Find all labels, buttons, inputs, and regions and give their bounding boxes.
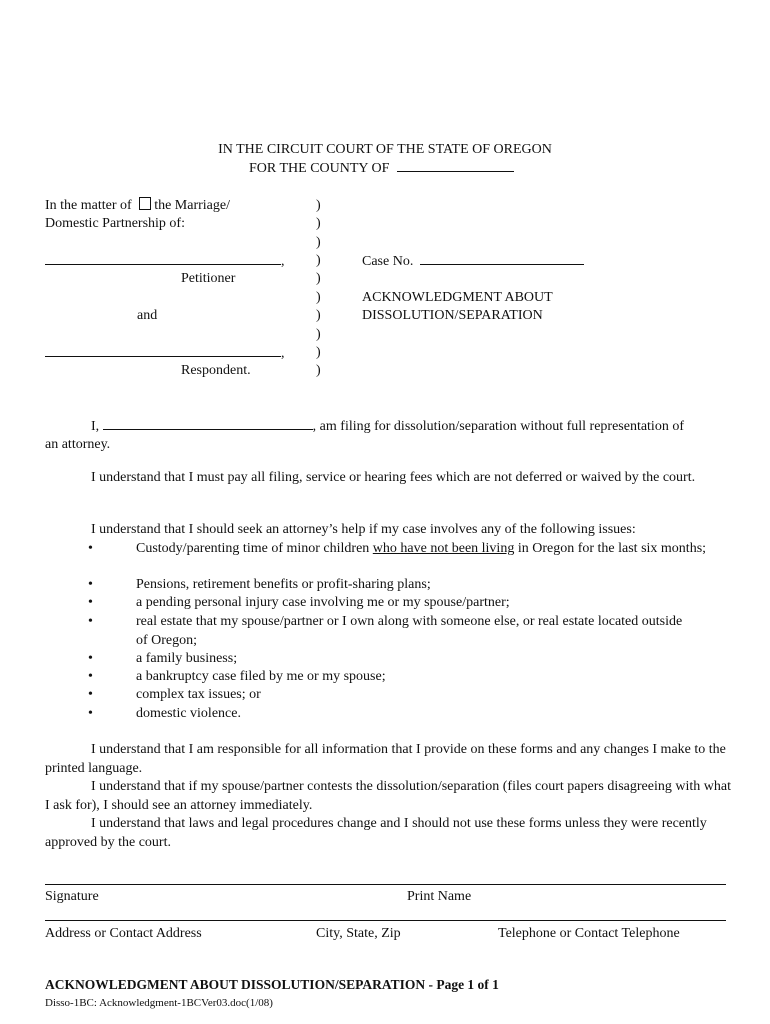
respondent-line: [45, 344, 285, 363]
filing-suffix: , am filing for dissolution/separation without full representation of: [312, 419, 684, 434]
bullet-bankruptcy: a bankruptcy case filed by me or my spouse;: [136, 669, 386, 684]
bullet-symbol: •: [88, 687, 93, 702]
matter-line: [45, 197, 230, 215]
bullet-family-business: a family business;: [136, 651, 238, 666]
contest-paragraph: I understand that if my spouse/partner contests the dissolution/separation (files court papers disagreeing with what I ask for), I should see an attorney immediately.: [45, 779, 731, 813]
seek-attorney-paragraph: I understand that I should seek an attorney’s help if my case involves any of the following issues:: [91, 522, 636, 537]
responsibility-paragraph: I understand that I am responsible for all information that I provide on these forms and any changes I make to the printed language.: [45, 742, 726, 776]
address-line[interactable]: [45, 920, 726, 921]
bullet-custody-pre: Custody/parenting time of minor children: [136, 541, 373, 556]
caption-paren: ): [316, 363, 321, 378]
document-title-line2: DISSOLUTION/SEPARATION: [362, 308, 543, 323]
bullet-symbol: •: [88, 706, 93, 721]
petitioner-line: [45, 252, 285, 271]
bullet-symbol: •: [88, 595, 93, 610]
caption-paren: ): [316, 235, 321, 250]
petitioner-comma: ,: [281, 254, 285, 269]
address-label: Address or Contact Address: [45, 926, 202, 941]
petitioner-name-blank[interactable]: [45, 252, 281, 265]
caption-paren: ): [316, 345, 321, 360]
bullet-injury-case: a pending personal injury case involving me or my spouse/partner;: [136, 595, 510, 610]
bullet-real-estate: real estate that my spouse/partner or I own along with someone else, or real estate located outside of Oregon;: [136, 614, 683, 648]
caption-paren: ): [316, 198, 321, 213]
telephone-label: Telephone or Contact Telephone: [498, 926, 680, 941]
court-header-line1: IN THE CIRCUIT COURT OF THE STATE OF OREGON: [218, 142, 552, 157]
caption-paren: ): [316, 216, 321, 231]
filing-statement: [91, 417, 684, 436]
caption-paren: ): [316, 327, 321, 342]
bullet-tax: complex tax issues; or: [136, 687, 261, 702]
caption-paren: ): [316, 308, 321, 323]
matter-prefix: In the matter of: [45, 198, 132, 213]
filer-name-blank[interactable]: [103, 417, 313, 430]
footer-doc-id: Disso-1BC: Acknowledgment-1BCVer03.doc(1/08): [45, 997, 273, 1009]
respondent-label: Respondent.: [181, 363, 251, 378]
laws-paragraph: I understand that laws and legal procedures change and I should not use these forms unless they were recently approved by the court.: [45, 816, 707, 850]
bullet-custody-underlined: who have not been living: [372, 541, 515, 556]
county-blank[interactable]: [397, 159, 514, 172]
respondent-comma: ,: [281, 346, 285, 361]
caption-paren: ): [316, 290, 321, 305]
case-number-label: Case No.: [362, 254, 414, 269]
bullet-pensions: Pensions, retirement benefits or profit-sharing plans;: [136, 577, 431, 592]
case-number-blank[interactable]: [420, 252, 584, 265]
matter-suffix: the Marriage/: [154, 198, 230, 213]
marriage-checkbox[interactable]: [139, 197, 151, 210]
city-state-zip-label: City, State, Zip: [316, 926, 401, 941]
bullet-custody-post: in Oregon for the last six months;: [514, 541, 707, 556]
county-line: [249, 159, 514, 178]
county-label: FOR THE COUNTY OF: [249, 161, 390, 176]
bullet-symbol: •: [88, 614, 93, 629]
signature-line[interactable]: [45, 884, 726, 885]
bullet-symbol: •: [88, 541, 93, 556]
fees-paragraph: I understand that I must pay all filing, service or hearing fees which are not deferred or waived by the court.: [91, 470, 696, 485]
caption-paren: ): [316, 271, 321, 286]
bullet-symbol: •: [88, 651, 93, 666]
bullet-symbol: •: [88, 669, 93, 684]
caption-paren: ): [316, 253, 321, 268]
document-title-line1: ACKNOWLEDGMENT ABOUT: [362, 290, 553, 305]
bullet-custody: [136, 540, 721, 559]
filing-continuation: an attorney.: [45, 437, 111, 452]
domestic-partnership-label: Domestic Partnership of:: [45, 216, 185, 231]
petitioner-label: Petitioner: [181, 271, 236, 286]
respondent-name-blank[interactable]: [45, 344, 281, 357]
and-label: and: [137, 308, 158, 323]
filing-prefix: I,: [91, 419, 100, 434]
print-name-label: Print Name: [407, 889, 472, 904]
footer-title: ACKNOWLEDGMENT ABOUT DISSOLUTION/SEPARATION - Page 1 of 1: [45, 977, 499, 992]
bullet-symbol: •: [88, 577, 93, 592]
bullet-domestic-violence: domestic violence.: [136, 706, 241, 721]
case-number-line: [362, 252, 584, 271]
signature-label: Signature: [45, 889, 99, 904]
